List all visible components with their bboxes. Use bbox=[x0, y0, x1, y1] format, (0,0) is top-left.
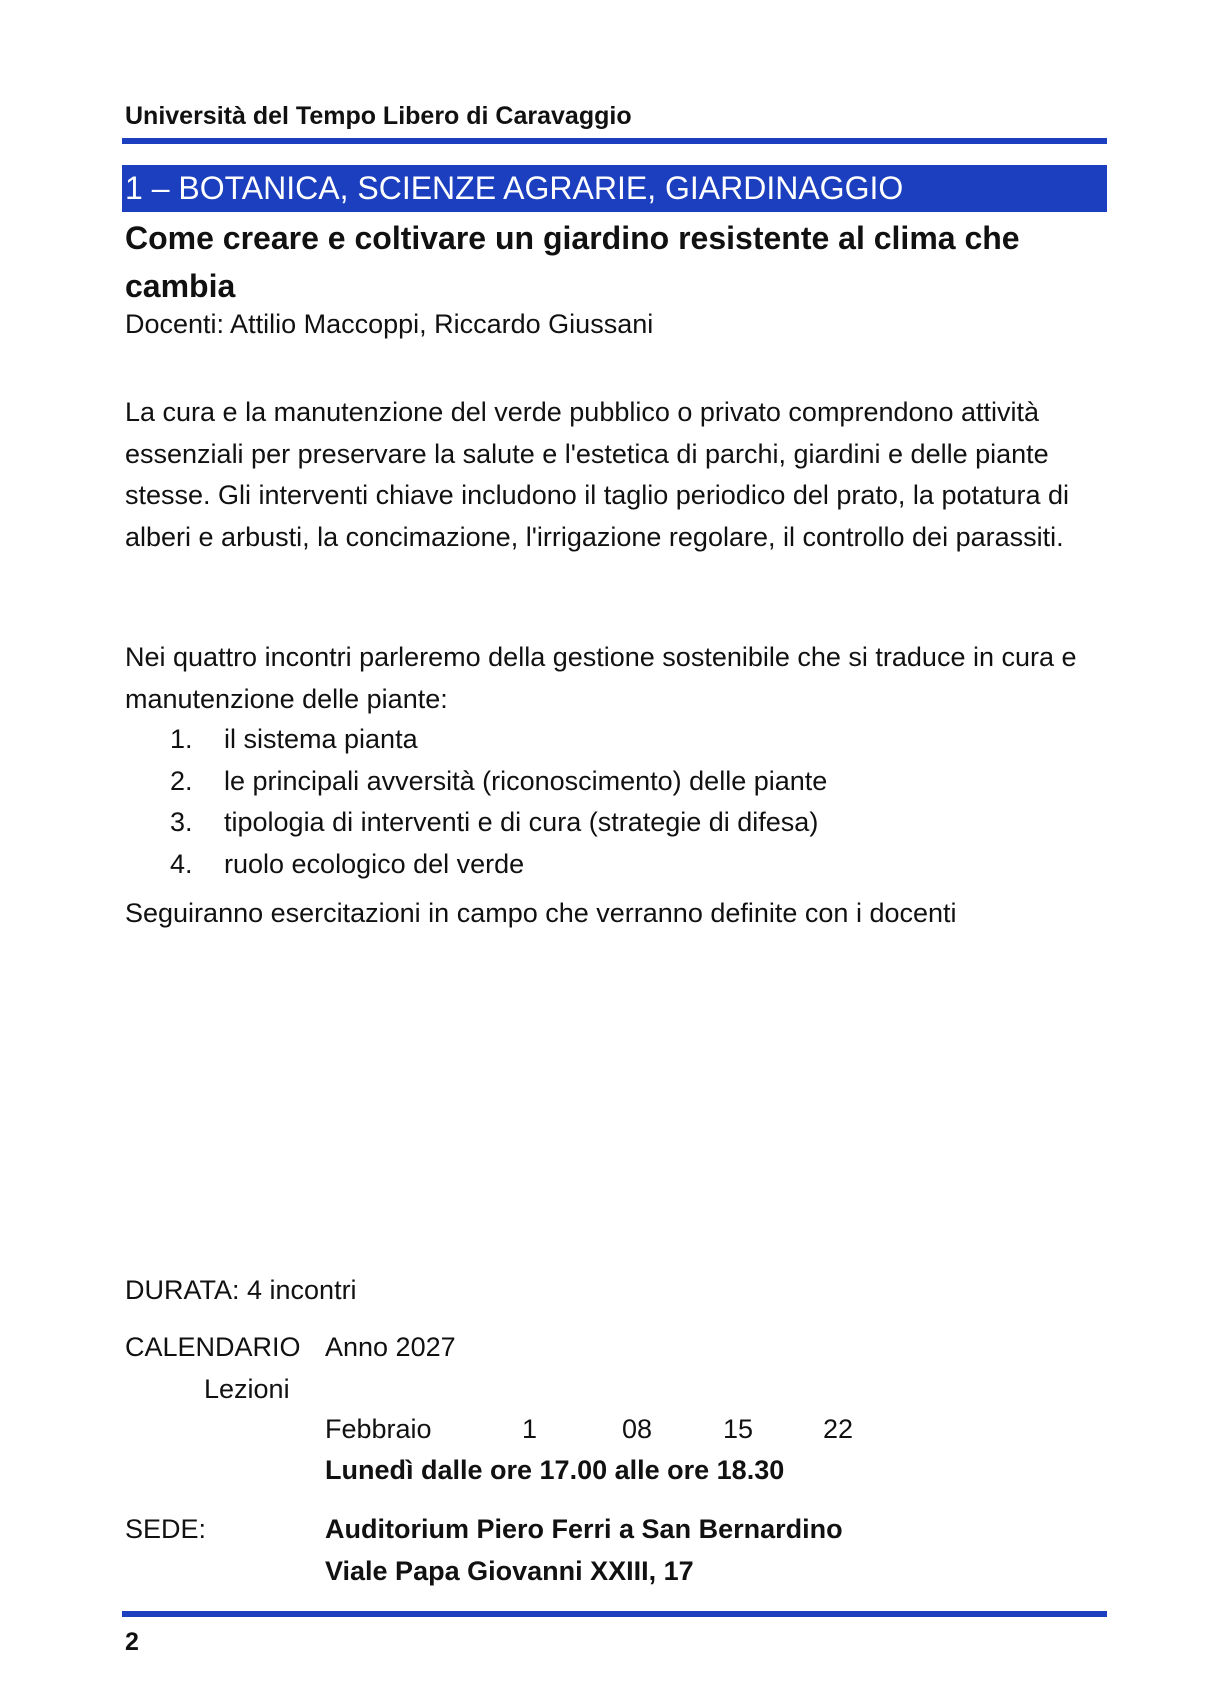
section-banner bbox=[122, 165, 1107, 212]
calendar-label: CALENDARIO bbox=[125, 1332, 301, 1362]
closing-note: Seguiranno esercitazioni in campo che verranno definite con i docenti bbox=[125, 898, 957, 928]
section-title: 1 – BOTANICA, SCIENZE AGRARIE, GIARDINAGGIO bbox=[125, 170, 904, 206]
course-title: Come creare e coltivare un giardino resistente al clima che cambia bbox=[125, 220, 1020, 304]
organization-name: Università del Tempo Libero di Caravaggio bbox=[125, 102, 632, 130]
duration: DURATA: 4 incontri bbox=[125, 1275, 357, 1305]
meetings-intro: Nei quattro incontri parleremo della gestione sostenibile che si traduce in cura e manutenzione delle piante: bbox=[125, 642, 1077, 714]
calendar-day: 08 bbox=[622, 1414, 653, 1444]
list-item: 2. le principali avversità (riconoscimento) delle piante bbox=[170, 765, 828, 796]
calendar-day: 22 bbox=[823, 1414, 854, 1444]
calendar-year: Anno 2027 bbox=[325, 1332, 456, 1362]
course-teachers: Docenti: Attilio Maccoppi, Riccardo Giussani bbox=[125, 309, 654, 339]
description-paragraph: La cura e la manutenzione del verde pubblico o privato comprendono attività essenziali per preservare la salute e l'estetica di parchi, giardini e delle piante stesse. Gli interventi chiave includono il taglio periodico del prato, la potatura di alberi e arbusti, la concimazione, l'irrigazione regolare, il controllo dei parassiti. bbox=[125, 397, 1070, 552]
calendar-month: Febbraio bbox=[325, 1414, 432, 1444]
list-item: 1. il sistema pianta bbox=[170, 724, 418, 754]
header-divider bbox=[122, 138, 1107, 144]
calendar-day: 15 bbox=[723, 1414, 754, 1444]
list-item: 4. ruolo ecologico del verde bbox=[170, 848, 525, 879]
page-number: 2 bbox=[125, 1628, 139, 1656]
calendar-day: 1 bbox=[522, 1414, 538, 1444]
lessons-label: Lezioni bbox=[204, 1374, 290, 1404]
topics-list bbox=[170, 719, 827, 885]
schedule-time: Lunedì dalle ore 17.00 alle ore 18.30 bbox=[325, 1455, 785, 1485]
venue-label: SEDE: bbox=[125, 1514, 207, 1544]
venue-address: Viale Papa Giovanni XXIII, 17 bbox=[325, 1556, 694, 1586]
list-item: 3. tipologia di interventi e di cura (strategie di difesa) bbox=[170, 807, 819, 837]
footer-divider bbox=[122, 1611, 1107, 1617]
venue-name: Auditorium Piero Ferri a San Bernardino bbox=[325, 1514, 843, 1544]
